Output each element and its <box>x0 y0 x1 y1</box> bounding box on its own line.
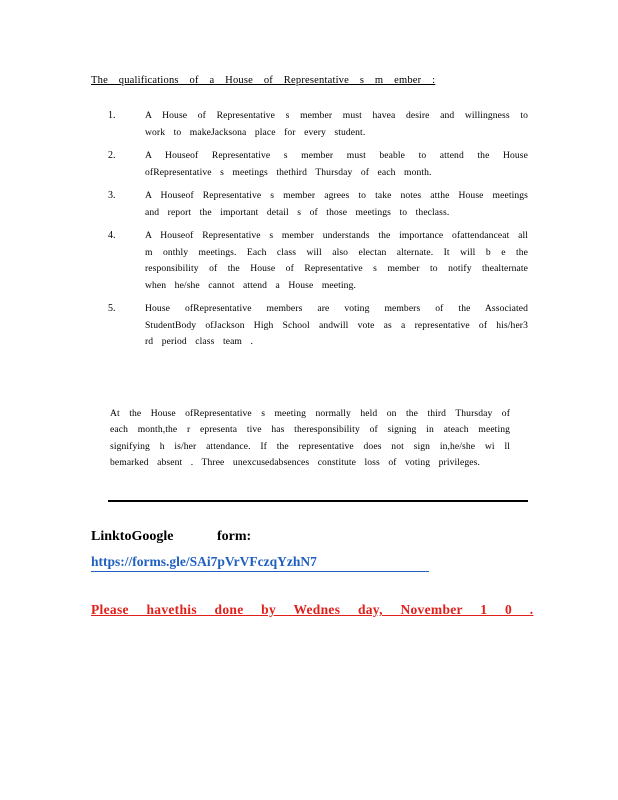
list-item <box>108 228 528 294</box>
item-number: 4. <box>108 230 116 241</box>
item-text: A Houseof Representative s member must beable to attend the House ofRepresentative s meetings thethird Thursday of each month. <box>145 150 528 178</box>
list-item <box>108 188 528 221</box>
list-item <box>108 108 528 141</box>
list-item <box>108 301 528 351</box>
horizontal-divider <box>108 500 528 502</box>
qualifications-list <box>108 108 528 358</box>
qualifications-heading: The qualifications of a House of Representative s m ember : <box>91 75 436 86</box>
deadline-notice: Please havethis done by Wednes day, November 1 0 . <box>91 602 534 617</box>
item-text: A Houseof Representative s member agrees to take notes atthe House meetings and report the important detail s of those meetings to theclass. <box>145 190 528 218</box>
item-number: 3. <box>108 190 116 201</box>
item-number: 1. <box>108 110 116 121</box>
item-number: 2. <box>108 150 116 161</box>
item-number: 5. <box>108 303 116 314</box>
list-item <box>108 148 528 181</box>
item-text: House ofRepresentative members are voting members of the Associated StudentBody ofJackson High School andwill vote as a representative of his/her3 rd period class team . <box>145 303 528 347</box>
item-text: A House of Representative s member must havea desire and willingness to work to makeJacksona place for every student. <box>145 110 528 138</box>
google-form-label: LinktoGoogle form: <box>91 529 252 544</box>
attendance-paragraph: At the House ofRepresentative s meeting normally held on the third Thursday of each month,the r epresenta tive has theresponsibility of signing in ateach meeting signifying h is/her attendance. If the representative does not sign in,he/she wi ll bemarked absent . Three unexcusedabsences constitute loss of voting privileges. <box>110 408 510 469</box>
google-form-link[interactable]: https://forms.gle/SAi7pVrVFczqYzhN7 <box>91 552 429 572</box>
item-text: A Houseof Representative s member understands the importance ofattendanceat all m onthly meetings. Each class will also electan alternate. It will b e the responsibility of the House of Representative s member to notify thealternate when he/she cannot attend a House meeting. <box>145 230 528 291</box>
